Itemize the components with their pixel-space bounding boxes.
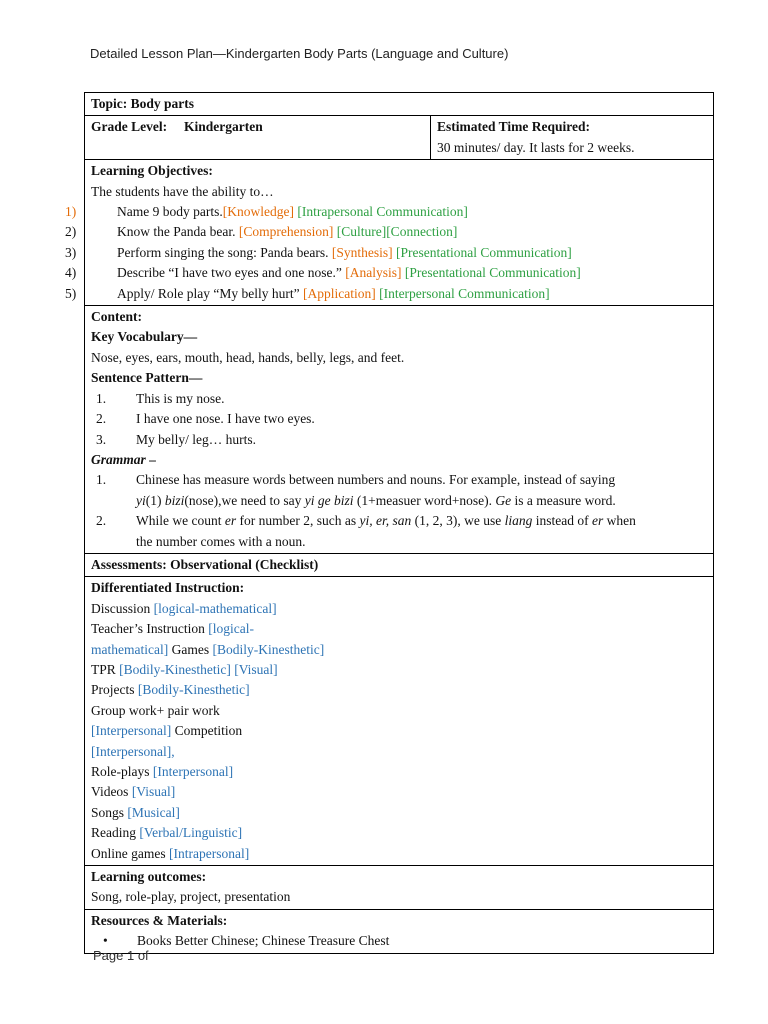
resources-row [85, 909, 714, 953]
objective-item: 2) Know the Panda bear. [Comprehension] [Culture][Connection] [65, 224, 458, 240]
grammar-item-cont: yi(1) bizi(nose),we need to say yi ge bizi (1+measuer word+nose). Ge is a measure word. [136, 492, 616, 508]
grammar-item-cont: the number comes with a noun. [136, 533, 306, 549]
di-line: Reading [Verbal/Linguistic] [91, 825, 243, 841]
grammar-item: 2. While we count er for number 2, such as yi, er, san (1, 2, 3), we use liang instead of er when [96, 513, 636, 529]
di-line: Online games [Intrapersonal] [91, 845, 250, 861]
di-line: Teacher’s Instruction [logical- [91, 621, 254, 637]
di-line: [Interpersonal] Competition [91, 723, 243, 739]
objective-item: 5) Apply/ Role play “My belly hurt” [Application] [Interpersonal Communication] [65, 285, 550, 301]
time-label: Estimated Time Required: [437, 119, 591, 135]
grade-cell [85, 116, 431, 160]
di-line: TPR [Bodily-Kinesthetic] [Visual] [91, 661, 278, 677]
objectives-heading: Learning Objectives: [91, 163, 213, 179]
page-footer: Page 1 of [93, 948, 149, 963]
objective-item: 4) Describe “I have two eyes and one nose.” [Analysis] [Presentational Communication] [65, 265, 581, 281]
pattern-heading: Sentence Pattern— [91, 370, 203, 386]
content-row [85, 306, 714, 554]
differentiated-heading: Differentiated Instruction: [91, 580, 245, 596]
assessments-row [85, 553, 714, 576]
objective-item: 3) Perform singing the song: Panda bears. [Synthesis] [Presentational Communication] [65, 244, 572, 260]
di-line: Projects [Bodily-Kinesthetic] [91, 682, 250, 698]
pattern-item: 1. This is my nose. [96, 390, 225, 406]
outcomes-row [85, 866, 714, 910]
di-line: Role-plays [Interpersonal] [91, 764, 234, 779]
topic-cell [85, 93, 714, 116]
objective-item: 1) Name 9 body parts.[Knowledge] [Intrapersonal Communication] [65, 204, 468, 220]
topic-label: Topic: [91, 96, 128, 111]
di-line: [Interpersonal], [91, 743, 175, 759]
resources-cell [85, 909, 714, 953]
di-line: Discussion [logical-mathematical] [91, 600, 277, 616]
grade-value: Kindergarten [183, 119, 263, 135]
content-heading: Content: [91, 309, 142, 325]
assessments-cell: Assessments: Observational (Checklist) [85, 553, 714, 576]
di-line: mathematical] Games [Bodily-Kinesthetic] [91, 641, 325, 657]
di-line: Videos [Visual] [91, 784, 176, 800]
grammar-heading: Grammar – [91, 451, 156, 467]
objectives-row [85, 160, 714, 306]
grade-label: Grade Level: [91, 119, 168, 135]
differentiated-cell [85, 577, 714, 866]
di-line: Songs [Musical] [91, 804, 180, 820]
grade-time-row [85, 116, 714, 160]
topic-value: Body parts [130, 96, 195, 111]
vocab-text: Nose, eyes, ears, mouth, head, hands, belly, legs, and feet. [91, 349, 405, 365]
topic-row [85, 93, 714, 116]
differentiated-row [85, 577, 714, 866]
vocab-heading: Key Vocabulary— [91, 329, 198, 345]
grammar-item: 1. Chinese has measure words between numbers and nouns. For example, instead of saying [96, 472, 616, 488]
objectives-cell [65, 160, 714, 306]
time-value: 30 minutes/ day. It lasts for 2 weeks. [437, 139, 635, 155]
pattern-item: 2. I have one nose. I have two eyes. [96, 411, 315, 427]
outcomes-cell [85, 866, 714, 910]
page-header: Detailed Lesson Plan—Kindergarten Body Parts (Language and Culture) [90, 46, 509, 61]
outcomes-heading: Learning outcomes: [91, 869, 207, 885]
outcomes-text: Song, role-play, project, presentation [91, 889, 291, 905]
resource-item: • Books Better Chinese; Chinese Treasure Chest [103, 933, 390, 949]
time-cell [431, 116, 714, 160]
objectives-intro: The students have the ability to… [91, 183, 274, 199]
di-line: Group work+ pair work [91, 702, 220, 718]
content-cell [85, 306, 714, 554]
resources-heading: Resources & Materials: [91, 912, 228, 928]
lesson-plan-table [65, 92, 714, 954]
pattern-item: 3. My belly/ leg… hurts. [96, 431, 256, 447]
